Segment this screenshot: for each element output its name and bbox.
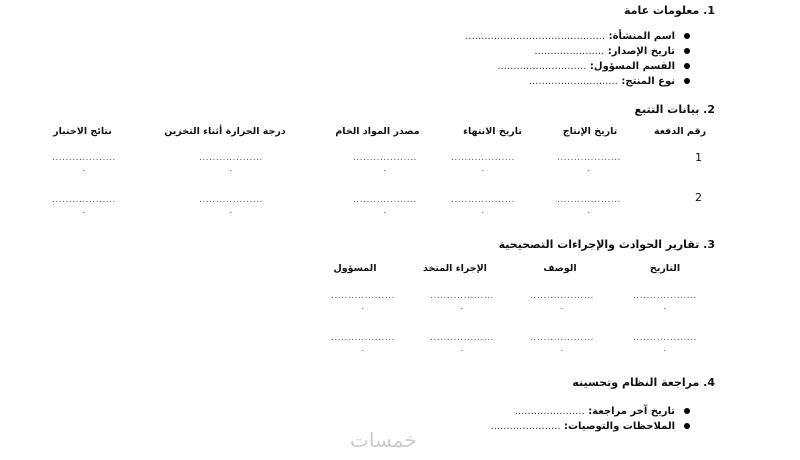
section-3-heading: 3. تقارير الحوادث والإجراءات التصحيحية — [498, 238, 715, 251]
section-1-heading: 1. معلومات عامة — [623, 4, 715, 17]
field-label: تاريخ آخر مراجعة: — [588, 406, 675, 417]
table-cell[interactable]: ................... . — [199, 153, 263, 174]
list-item — [465, 44, 690, 59]
table-cell[interactable]: ................... . — [199, 195, 263, 216]
table-cell[interactable]: ................... . — [430, 333, 494, 354]
fill-line[interactable]: ...................... — [514, 406, 585, 417]
section-4-heading: 4. مراجعة النظام وتحسينه — [572, 376, 715, 389]
watermark-logo: خمسات — [350, 428, 417, 452]
table-cell[interactable]: ................... . — [430, 291, 494, 312]
batch-number: 1 — [695, 151, 702, 164]
bullet-icon — [684, 48, 690, 54]
table-header: تاريخ الإنتاج — [562, 126, 618, 137]
table-cell[interactable]: ................... . — [331, 333, 395, 354]
fill-line[interactable]: ............................ — [528, 76, 618, 87]
table-header: مصدر المواد الخام — [335, 126, 420, 137]
list-item — [465, 59, 690, 74]
table-cell[interactable]: ................... . — [52, 195, 116, 216]
general-info-list — [465, 29, 690, 89]
field-label: الملاحظات والتوصيات: — [563, 421, 675, 432]
field-label: تاريخ الإصدار: — [607, 46, 675, 57]
field-label: نوع المنتج: — [621, 76, 675, 87]
list-item — [491, 419, 690, 434]
list-item — [465, 29, 690, 44]
table-cell[interactable]: ................... . — [633, 291, 697, 312]
table-cell[interactable]: ................... . — [353, 153, 417, 174]
table-cell[interactable]: ................... . — [451, 195, 515, 216]
table-cell[interactable]: ................... . — [451, 153, 515, 174]
list-item — [465, 74, 690, 89]
table-cell[interactable]: ................... . — [52, 153, 116, 174]
table-header: الوصف — [543, 263, 577, 274]
table-cell[interactable]: ................... . — [557, 153, 621, 174]
bullet-icon — [684, 63, 690, 69]
field-label: القسم المسؤول: — [589, 61, 675, 72]
list-item — [491, 404, 690, 419]
bullet-icon — [684, 423, 690, 429]
table-header: نتائج الاختبار — [53, 126, 112, 137]
section-2-heading: 2. بيانات التتبع — [634, 103, 715, 116]
batch-number: 2 — [695, 191, 702, 204]
table-header: تاريخ الانتهاء — [463, 126, 522, 137]
table-cell[interactable]: ................... . — [331, 291, 395, 312]
review-list — [491, 404, 690, 434]
table-cell[interactable]: ................... . — [530, 333, 594, 354]
table-cell[interactable]: ................... . — [353, 195, 417, 216]
table-header: رقم الدفعة — [653, 126, 707, 137]
fill-line[interactable]: ............................................ — [465, 31, 606, 42]
bullet-icon — [684, 78, 690, 84]
bullet-icon — [684, 33, 690, 39]
table-header: درجة الحرارة أثناء التخزين — [164, 126, 286, 137]
table-header: التاريخ — [649, 263, 681, 274]
table-cell[interactable]: ................... . — [557, 195, 621, 216]
fill-line[interactable]: ...................... — [534, 46, 605, 57]
table-header: الإجراء المتخذ — [423, 263, 487, 274]
fill-line[interactable]: ...................... — [490, 421, 561, 432]
table-cell[interactable]: ................... . — [633, 333, 697, 354]
field-label: اسم المنشأة: — [608, 31, 675, 42]
table-cell[interactable]: ................... . — [530, 291, 594, 312]
table-header: المسؤول — [333, 263, 377, 274]
bullet-icon — [684, 408, 690, 414]
fill-line[interactable]: ............................ — [497, 61, 587, 72]
